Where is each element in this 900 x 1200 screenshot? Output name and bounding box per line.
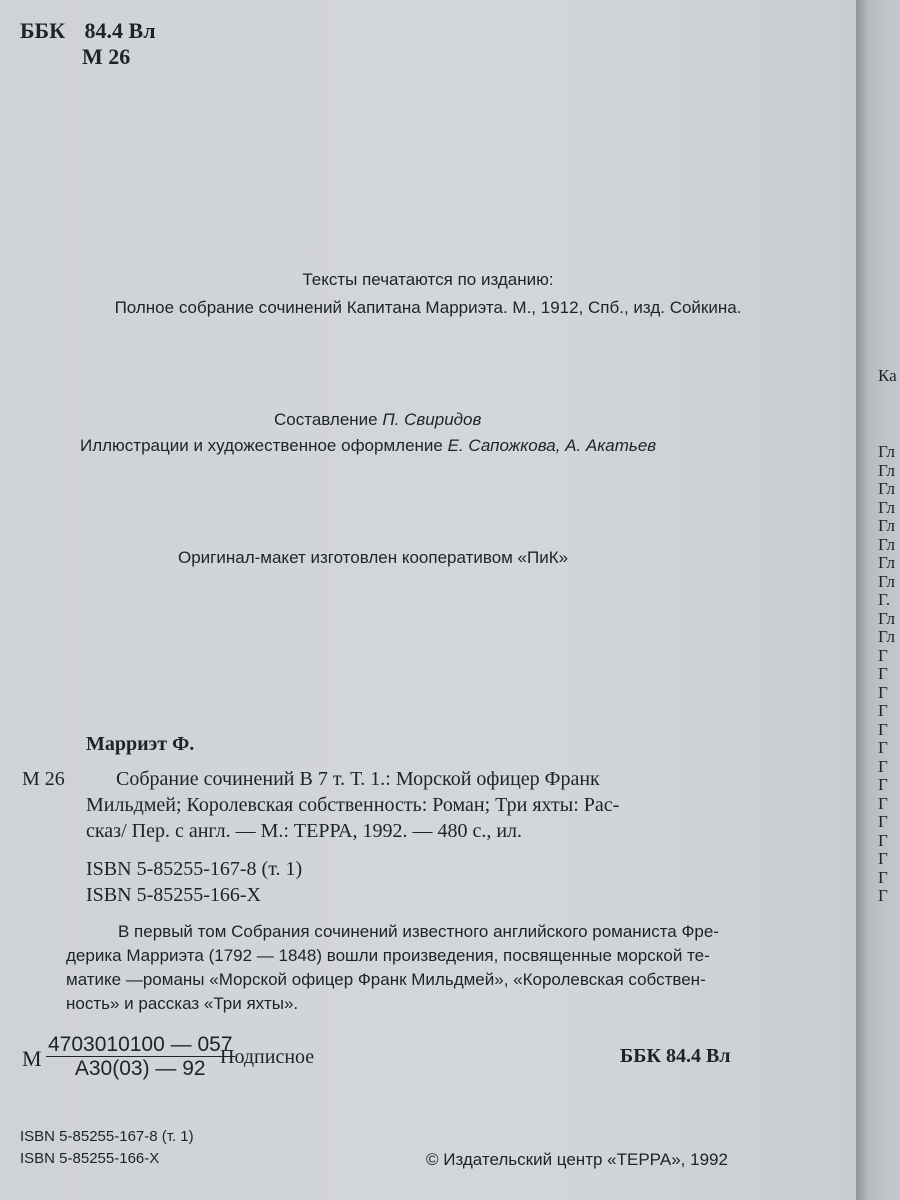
edge-glyph: Г	[878, 886, 888, 905]
subscription-label: Подписное	[220, 1046, 315, 1068]
catalog-line: Мильдмей; Королевская собственность: Роман; Три яхты: Рас-	[86, 794, 620, 816]
edge-glyph: Г.	[878, 590, 891, 609]
imprint-denominator: А30(03) — 92	[74, 1057, 206, 1080]
catalog-line: Собрание сочинений В 7 т. Т. 1.: Морской офицер Франк	[116, 768, 600, 790]
imprint-fraction	[46, 1034, 235, 1081]
annotation-line: матике —романы «Морской офицер Франк Мильдмей», «Королевская собствен-	[66, 970, 706, 989]
copyright: © Издательский центр «ТЕРРА», 1992	[426, 1150, 728, 1169]
edge-glyph: Г	[878, 682, 888, 702]
edge-glyph: Гл	[878, 479, 896, 498]
compiler-credit	[274, 410, 481, 430]
layout-maker: Оригинал-макет изготовлен кооперативом «ПиК»	[178, 548, 569, 567]
catalog-author: Марриэт Ф.	[86, 733, 195, 755]
edge-glyph: Гл	[878, 571, 896, 591]
annotation-line: ность» и рассказ «Три яхты».	[66, 994, 299, 1013]
edge-glyph: Г	[878, 664, 888, 683]
edge-glyph: Г	[878, 812, 888, 831]
edge-glyph: Г	[878, 701, 888, 720]
edge-glyph: Г	[878, 738, 888, 757]
author-mark: М 26	[82, 44, 131, 69]
bottom-isbn-2: ISBN 5-85255-166-X	[20, 1150, 160, 1167]
edge-glyph: Гл	[878, 497, 896, 517]
edge-glyph: Г	[878, 830, 888, 850]
compiler-name: П. Свиридов	[382, 410, 482, 429]
bbk-header	[20, 18, 156, 70]
edge-glyph: Г	[878, 756, 888, 776]
edge-glyph: Гл	[878, 442, 896, 461]
edge-glyph: Г	[878, 849, 888, 868]
illustrator-credit	[80, 436, 656, 456]
bbk-code: 84.4 Вл	[84, 18, 156, 43]
edge-glyph: Гл	[878, 516, 896, 535]
edge-glyph: Г	[878, 775, 888, 794]
illustrator-names: Е. Сапожкова, А. Акатьев	[447, 436, 657, 455]
catalog-isbn-1: ISBN 5-85255-167-8 (т. 1)	[86, 858, 303, 880]
edge-glyph: Ка	[878, 366, 897, 385]
compiler-label: Составление	[274, 410, 378, 429]
bottom-isbn-1: ISBN 5-85255-167-8 (т. 1)	[20, 1128, 194, 1145]
source-line-1: Тексты печатаются по изданию:	[302, 270, 554, 289]
edge-glyph: Г	[878, 645, 888, 665]
illustrator-label: Иллюстрации и художественное оформление	[80, 436, 443, 455]
catalog-entry	[86, 766, 746, 844]
bbk-label: ББК	[20, 18, 66, 43]
edge-glyph: Гл	[878, 608, 896, 628]
annotation-line: В первый том Собрания сочинений известного английского романиста Фре-	[118, 922, 719, 941]
bbk-footer: ББК 84.4 Вл	[620, 1045, 731, 1067]
catalog-isbn-2: ISBN 5-85255-166-X	[86, 884, 261, 906]
next-page-edge	[872, 0, 900, 1200]
edge-glyph: Гл	[878, 553, 896, 572]
edge-glyph: Г	[878, 719, 888, 739]
edge-glyph: Гл	[878, 460, 896, 480]
imprint-numerator: 4703010100 — 057	[48, 1033, 233, 1056]
catalog-mark: М 26	[22, 768, 65, 790]
catalog-line: сказ/ Пер. с англ. — М.: ТЕРРА, 1992. — 480 с., ил.	[86, 820, 523, 842]
edge-glyph: Гл	[878, 627, 896, 646]
annotation-line: дерика Марриэта (1792 — 1848) вошли произведения, посвященные морской те-	[66, 946, 710, 965]
source-line-2: Полное собрание сочинений Капитана Марриэта. М., 1912, Спб., изд. Сойкина.	[114, 298, 742, 317]
imprint-m: М	[22, 1046, 42, 1071]
annotation	[66, 920, 756, 1016]
edge-glyph: Гл	[878, 534, 896, 554]
edge-glyph: Г	[878, 867, 888, 887]
edge-glyph: Г	[878, 793, 888, 813]
